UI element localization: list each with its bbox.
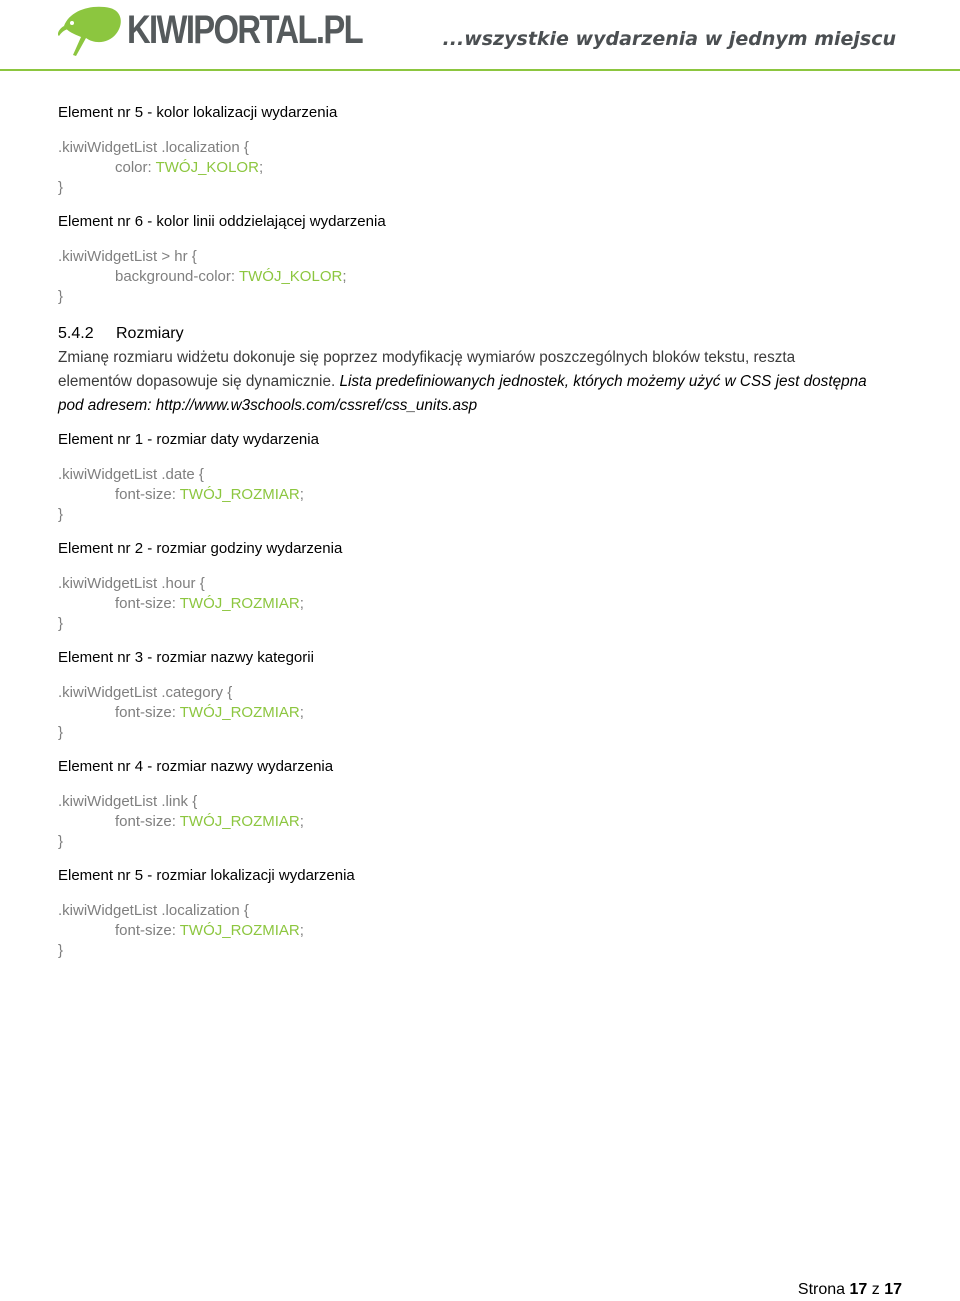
page-header xyxy=(0,0,960,72)
code-close-brace: } xyxy=(58,615,64,632)
paragraph-line-1: Zmianę rozmiaru widżetu dokonuje się poprzez modyfikację wymiarów poszczególnych bloków tekstu, reszta xyxy=(58,349,796,366)
logo-text: KIWIPORTAL.PL xyxy=(127,8,362,52)
section-title: Rozmiary xyxy=(116,325,184,342)
header-divider xyxy=(0,69,960,71)
element-6-color-heading: Element nr 6 - kolor linii oddzielającej wydarzenia xyxy=(58,213,386,230)
code-selector: .kiwiWidgetList > hr { xyxy=(58,248,197,265)
code-property: font-size: TWÓJ_ROZMIAR; xyxy=(115,704,304,721)
code-property: font-size: TWÓJ_ROZMIAR; xyxy=(115,922,304,939)
code-selector: .kiwiWidgetList .hour { xyxy=(58,575,205,592)
code-close-brace: } xyxy=(58,942,64,959)
units-url: pod adresem: http://www.w3schools.com/cssref/css_units.asp xyxy=(58,397,478,414)
element-3-size-heading: Element nr 3 - rozmiar nazwy kategorii xyxy=(58,649,314,666)
code-selector: .kiwiWidgetList .localization { xyxy=(58,139,249,156)
paragraph-line-2: elementów dopasowuje się dynamicznie. Lista predefiniowanych jednostek, których możemy użyć w CSS jest dostępna xyxy=(58,373,867,390)
code-selector: .kiwiWidgetList .category { xyxy=(58,684,233,701)
code-close-brace: } xyxy=(58,724,64,741)
code-property: color: TWÓJ_KOLOR; xyxy=(115,159,264,176)
page-footer: Strona 17 z 17 xyxy=(797,1281,902,1298)
units-reference: Lista predefiniowanych jednostek, których możemy użyć w CSS jest dostępna xyxy=(339,373,867,390)
element-4-size-heading: Element nr 4 - rozmiar nazwy wydarzenia xyxy=(58,758,334,775)
total-pages: 17 xyxy=(884,1281,902,1298)
element-2-size-heading: Element nr 2 - rozmiar godziny wydarzenia xyxy=(58,540,343,557)
code-property: font-size: TWÓJ_ROZMIAR; xyxy=(115,486,304,503)
kiwi-bird-logo-icon xyxy=(58,4,124,58)
code-property: font-size: TWÓJ_ROZMIAR; xyxy=(115,813,304,830)
element-5-size-heading: Element nr 5 - rozmiar lokalizacji wydarzenia xyxy=(58,867,355,884)
tagline: ...wszystkie wydarzenia w jednym miejscu xyxy=(442,28,896,50)
code-close-brace: } xyxy=(58,288,64,305)
element-1-size-heading: Element nr 1 - rozmiar daty wydarzenia xyxy=(58,431,319,448)
code-property: font-size: TWÓJ_ROZMIAR; xyxy=(115,595,304,612)
current-page: 17 xyxy=(849,1281,868,1298)
code-selector: .kiwiWidgetList .localization { xyxy=(58,902,249,919)
code-close-brace: } xyxy=(58,833,64,850)
element-5-color-heading: Element nr 5 - kolor lokalizacji wydarzenia xyxy=(58,104,338,121)
code-selector: .kiwiWidgetList .date { xyxy=(58,466,204,483)
section-number: 5.4.2 xyxy=(58,325,94,342)
code-property: background-color: TWÓJ_KOLOR; xyxy=(115,268,347,285)
code-selector: .kiwiWidgetList .link { xyxy=(58,793,198,810)
code-close-brace: } xyxy=(58,179,64,196)
code-close-brace: } xyxy=(58,506,64,523)
